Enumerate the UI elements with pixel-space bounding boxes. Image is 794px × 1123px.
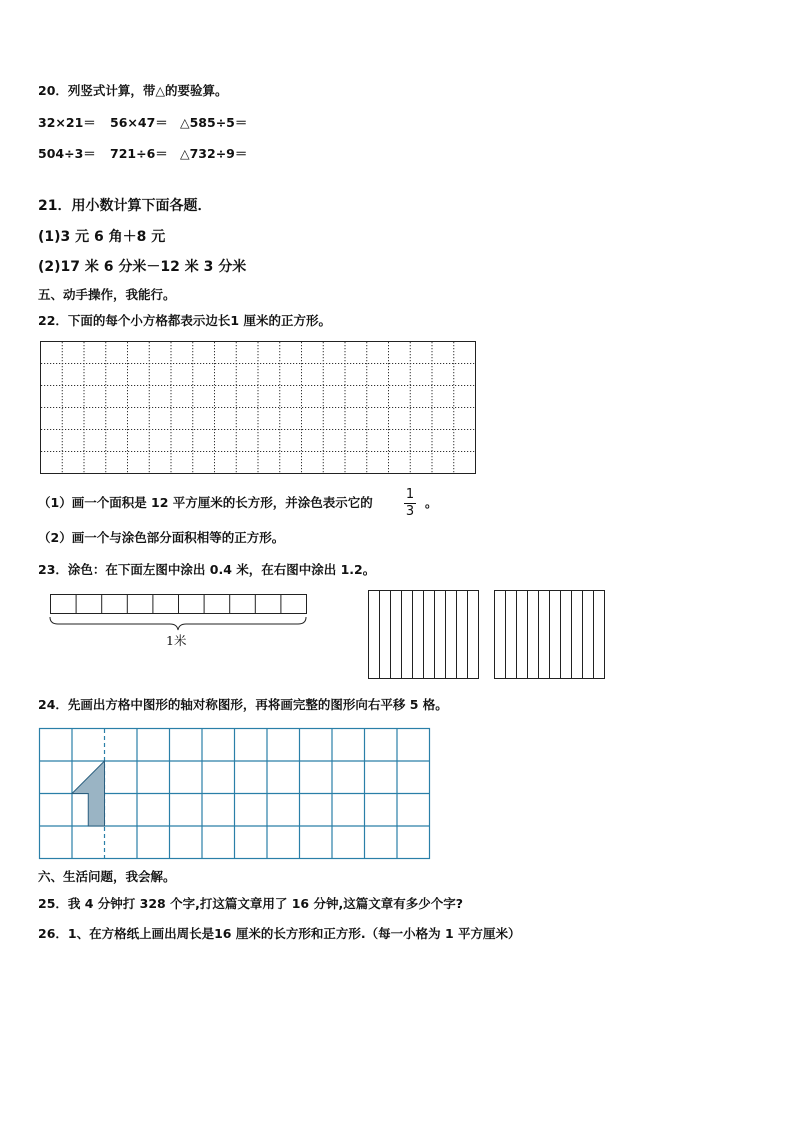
q20-expr-5: 721÷6＝ xyxy=(110,146,168,161)
q22-title: 22．下面的每个小方格都表示边长1 厘米的正方形。 xyxy=(38,313,331,328)
q22-part1-end: 。 xyxy=(425,495,438,510)
q23-ruler-label: 1米 xyxy=(166,633,187,648)
section-6-heading: 六、生活问题，我会解。 xyxy=(38,869,176,884)
fraction-denominator: 3 xyxy=(405,504,415,519)
q20-expr-6: △732÷9＝ xyxy=(180,146,248,161)
q26-title: 26．1、在方格纸上画出周长是16 厘米的长方形和正方形.（每一小格为 1 平方厘米） xyxy=(38,926,521,941)
q25-title: 25．我 4 分钟打 328 个字,打这篇文章用了 16 分钟,这篇文章有多少个字? xyxy=(38,896,463,911)
q22-part1: （1）画一个面积是 12 平方厘米的长方形，并涂色表示它的 xyxy=(38,495,373,510)
q22-dotted-grid[interactable] xyxy=(41,342,476,474)
q24-title: 24．先画出方格中图形的轴对称图形，再将画完整的图形向右平移 5 格。 xyxy=(38,697,448,712)
q23-strip-box-2[interactable] xyxy=(495,591,605,680)
q20-title: 20．列竖式计算，带△的要验算。 xyxy=(38,83,228,98)
q20-expr-1: 32×21＝ xyxy=(38,115,96,130)
q20-expr-2: 56×47＝ xyxy=(110,115,168,130)
q22-part2: （2）画一个与涂色部分面积相等的正方形。 xyxy=(38,530,285,545)
q20-expr-3: △585÷5＝ xyxy=(180,115,248,130)
q21-title: 21．用小数计算下面各题． xyxy=(38,198,212,214)
q23-strip-box-1[interactable] xyxy=(369,591,479,680)
q23-meter-strip[interactable] xyxy=(51,595,307,615)
q20-expr-4: 504÷3＝ xyxy=(38,146,96,161)
fraction-one-third xyxy=(404,488,416,519)
section-5-heading: 五、动手操作，我能行。 xyxy=(38,287,176,302)
q21-part1: (1)3 元 6 角＋8 元 xyxy=(38,229,166,245)
q24-half-shape[interactable] xyxy=(72,761,105,826)
fraction-numerator: 1 xyxy=(405,487,415,502)
q23-brace xyxy=(50,617,306,630)
q21-part2: (2)17 米 6 分米－12 米 3 分米 xyxy=(38,259,247,275)
q23-title: 23．涂色：在下面左图中涂出 0.4 米，在右图中涂出 1.2。 xyxy=(38,562,376,577)
